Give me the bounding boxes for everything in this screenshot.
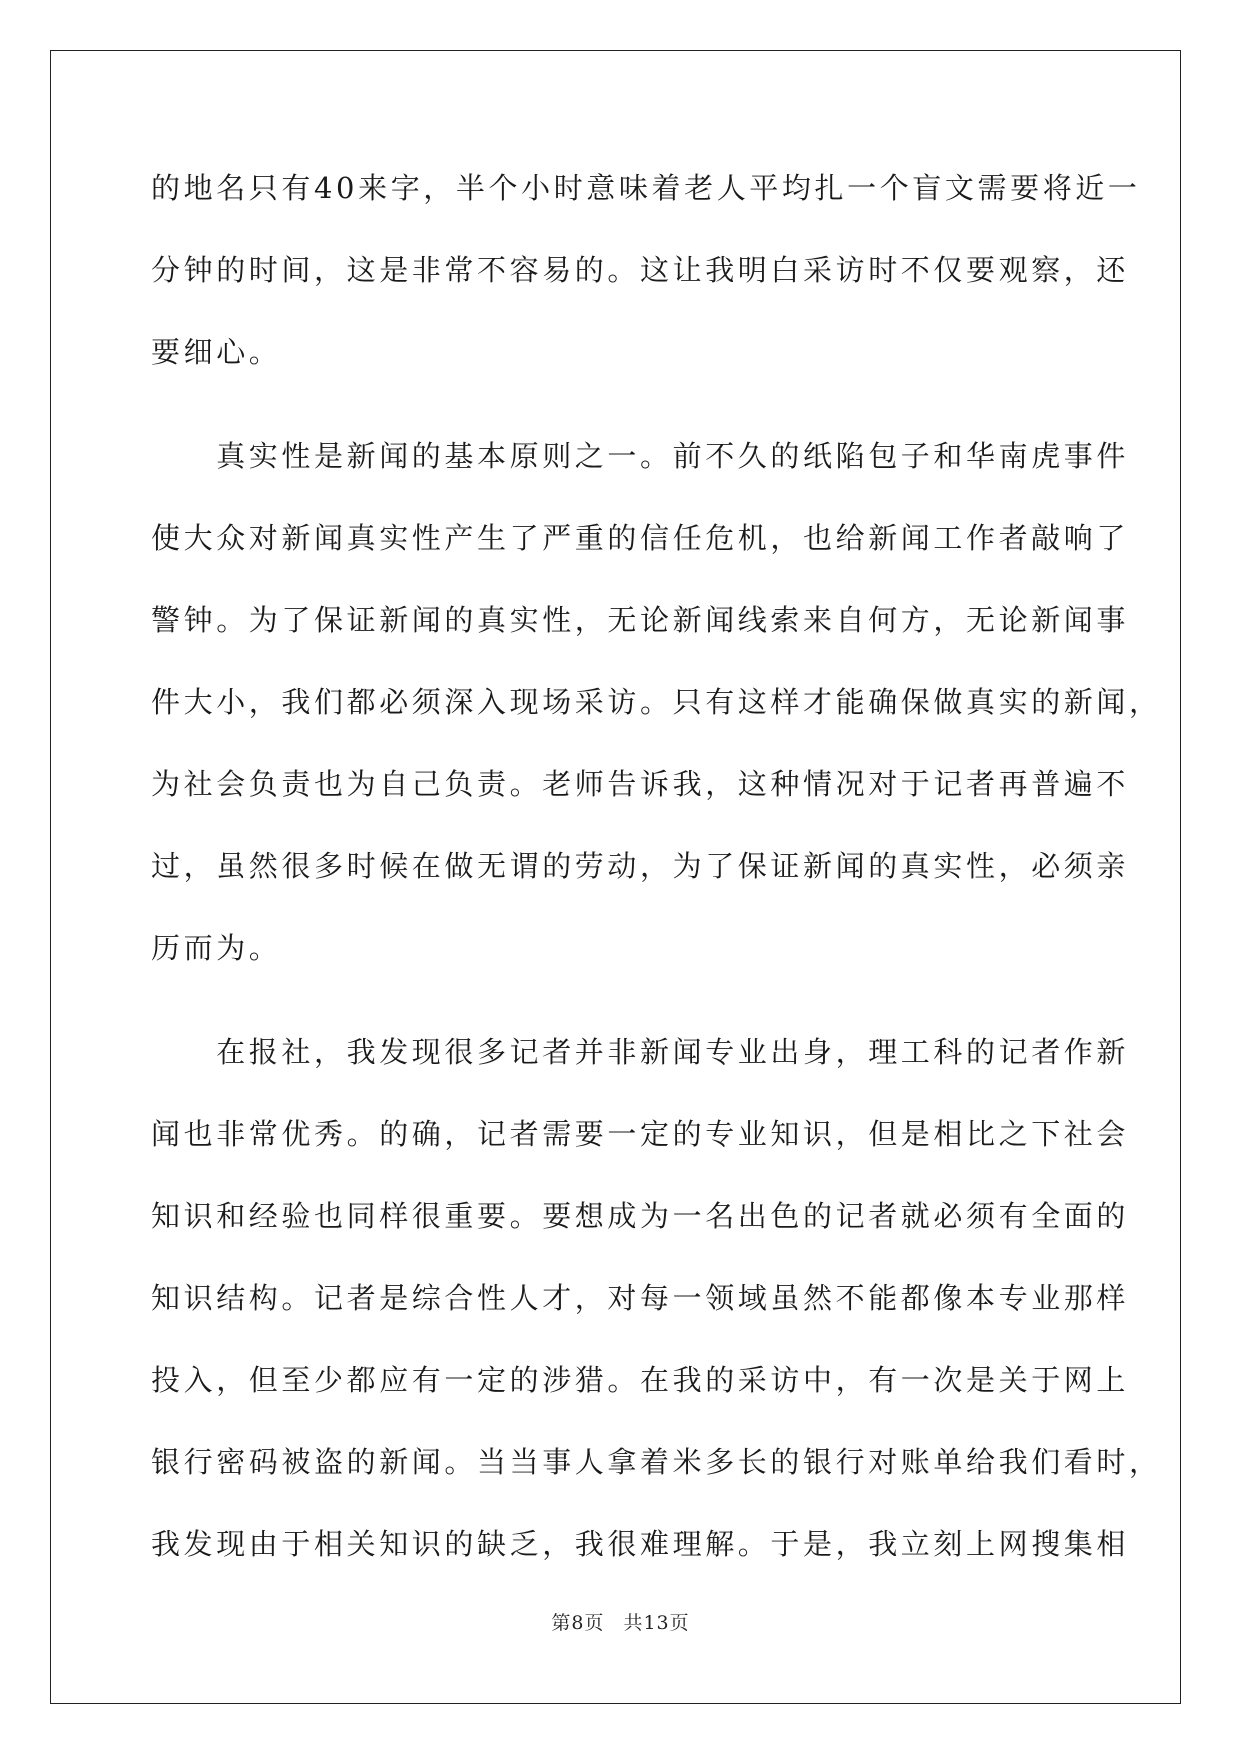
paragraph-gap (151, 1002, 1091, 1024)
text-line: 的地名只有40来字，半个小时意味着老人平均扎一个盲文需要将近一 (151, 171, 1141, 205)
page-footer (0, 1608, 1241, 1635)
text-line: 使大众对新闻真实性产生了严重的信任危机，也给新闻工作者敲响了 (151, 521, 1130, 555)
text-line: 知识和经验也同样很重要。要想成为一名出色的记者就必须有全面的 (151, 1199, 1130, 1233)
text-line: 银行密码被盗的新闻。当当事人拿着米多长的银行对账单给我们看时， (151, 1445, 1162, 1479)
text-line: 真实性是新闻的基本原则之一。前不久的纸陷包子和华南虎事件 (151, 439, 1130, 473)
text-line: 投入，但至少都应有一定的涉猎。在我的采访中，有一次是关于网上 (151, 1363, 1130, 1397)
text-line: 为社会负责也为自己负责。老师告诉我，这种情况对于记者再普遍不 (151, 767, 1130, 801)
page-number: 第8页 (551, 1612, 605, 1634)
text-line: 闻也非常优秀。的确，记者需要一定的专业知识，但是相比之下社会 (151, 1117, 1130, 1151)
text-line: 件大小，我们都必须深入现场采访。只有这样才能确保做真实的新闻， (151, 685, 1162, 719)
document-body (151, 160, 1162, 1598)
text-line: 知识结构。记者是综合性人才，对每一领域虽然不能都像本专业那样 (151, 1281, 1130, 1315)
paragraph-gap (151, 406, 1091, 428)
text-line: 分钟的时间，这是非常不容易的。这让我明白采访时不仅要观察，还 (151, 253, 1130, 287)
text-line: 要细心。 (151, 335, 282, 369)
text-line: 警钟。为了保证新闻的真实性，无论新闻线索来自何方，无论新闻事 (151, 603, 1130, 637)
text-line: 过，虽然很多时候在做无谓的劳动，为了保证新闻的真实性，必须亲 (151, 849, 1130, 883)
page-total: 共13页 (623, 1612, 690, 1634)
text-line: 我发现由于相关知识的缺乏，我很难理解。于是，我立刻上网搜集相 (151, 1527, 1130, 1561)
text-line: 历而为。 (151, 931, 282, 965)
text-line: 在报社，我发现很多记者并非新闻专业出身，理工科的记者作新 (151, 1035, 1130, 1069)
